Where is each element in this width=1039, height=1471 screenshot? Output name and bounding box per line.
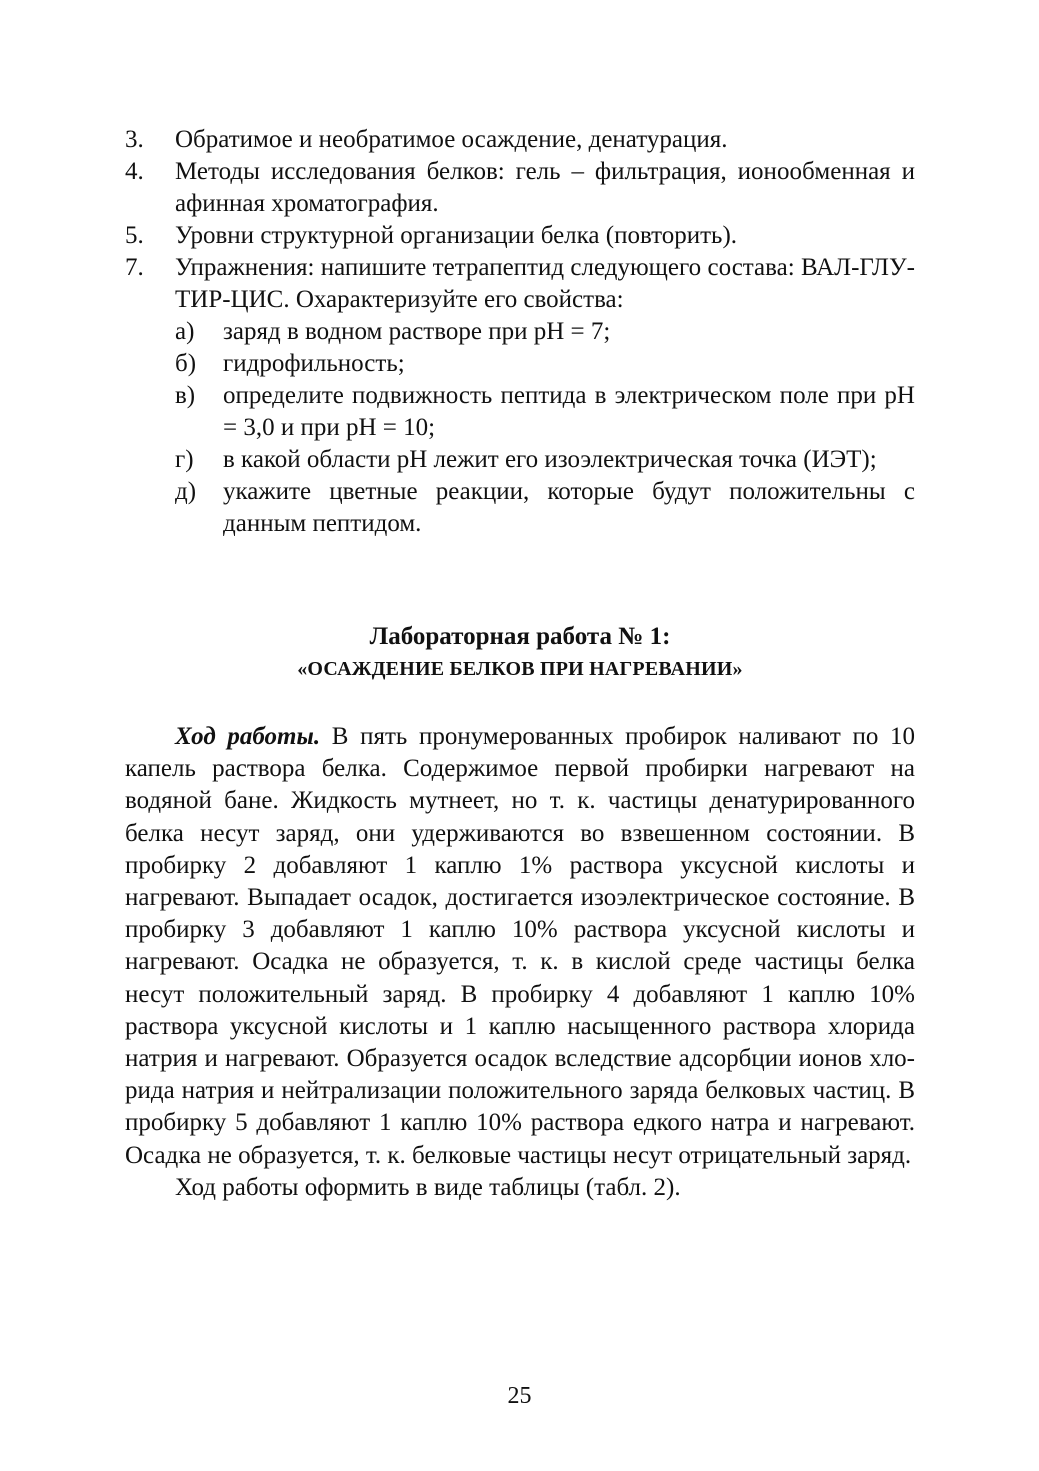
subitem-letter: а) xyxy=(175,318,195,345)
exercise-sublist xyxy=(175,316,915,540)
procedure-text: В пять пронумерованных пробирок наливают по 10 капель раствора белка. Содержимое первой пробирки нагревают на водяной бане. Жидкость мутнеет, но т. к. частицы денатурированного белка несут заряд, они удерживаются во взвешенном состоянии. В пробирку 2 добавляют 1 каплю 1% раствора уксусной кислоты и нагревают. Выпадает осадок, достигается изоэлектрическое состояние. В пробирку 3 добавляют 1 каплю 10% раствора уксусной кислоты и нагревают. Осадка не образуется, т. к. в кислой среде частицы белка несут положительный заряд. В пробирку 4 добавляют 1 каплю 10% раствора уксусной кислоты и 1 каплю насыщенного раствора хлорида натрия и нагревают. Образуется осадок вследствие адсорбции ионов хлорида натрия и нейтрализации положительного заряда белковых частиц. В пробирку 5 добавляют 1 каплю 10% раствора едкого натра и нагревают. Осадка не образуется, т. к. белковые частицы несут отрицательный заряд. xyxy=(125,723,916,1169)
question-item xyxy=(125,220,915,252)
subitem-letter: в) xyxy=(175,382,196,409)
subitem-text: заряд в водном растворе при рН = 7; xyxy=(223,318,611,345)
exercise-subitem xyxy=(175,444,915,476)
procedure-lead: Ход работы. xyxy=(175,723,321,750)
exercise-subitem xyxy=(175,316,915,348)
question-text: Методы исследования белков: гель – фильтрация, ионообменная и афинная хроматография. xyxy=(175,158,915,217)
exercise-subitem xyxy=(175,348,915,380)
subitem-text: гидрофильность; xyxy=(223,350,405,377)
question-text: Уровни структурной организации белка (повторить). xyxy=(175,222,738,249)
question-text: Упражнения: напишите тетрапептид следующего состава: ВАЛ-ГЛУ-ТИР-ЦИС. Охарактеризуйте его свойства: xyxy=(175,254,915,313)
question-number: 4. xyxy=(125,158,144,185)
page-number: 25 xyxy=(507,1383,532,1409)
procedure-paragraph xyxy=(125,721,915,1172)
lab-subtitle: «ОСАЖДЕНИЕ БЕЛКОВ ПРИ НАГРЕВАНИИ» xyxy=(297,658,743,680)
subitem-text: в какой области рН лежит его изоэлектрическая точка (ИЭТ); xyxy=(223,446,877,473)
page-content xyxy=(125,124,915,1204)
question-body xyxy=(175,252,915,540)
questions-list xyxy=(125,124,915,540)
exercise-subitem xyxy=(175,476,915,540)
question-number: 5. xyxy=(125,222,144,249)
subitem-text: определите подвижность пептида в электрическом поле при рН = 3,0 и при рН = 10; xyxy=(223,382,915,441)
subitem-text: укажите цветные реакции, которые будут положительны с данным пептидом. xyxy=(223,478,915,537)
question-item xyxy=(125,252,915,540)
question-item xyxy=(125,156,915,220)
subitem-letter: г) xyxy=(175,446,194,473)
lab-title: Лабораторная работа № 1: xyxy=(369,623,671,650)
subitem-letter: б) xyxy=(175,350,197,377)
question-number: 3. xyxy=(125,126,144,153)
question-item xyxy=(125,124,915,156)
question-text: Обратимое и необратимое осаждение, денатурация. xyxy=(175,126,728,153)
exercise-subitem xyxy=(175,380,915,444)
subitem-letter: д) xyxy=(175,478,197,505)
question-number: 7. xyxy=(125,254,144,281)
procedure-note: Ход работы оформить в виде таблицы (табл. 2). xyxy=(175,1173,681,1201)
